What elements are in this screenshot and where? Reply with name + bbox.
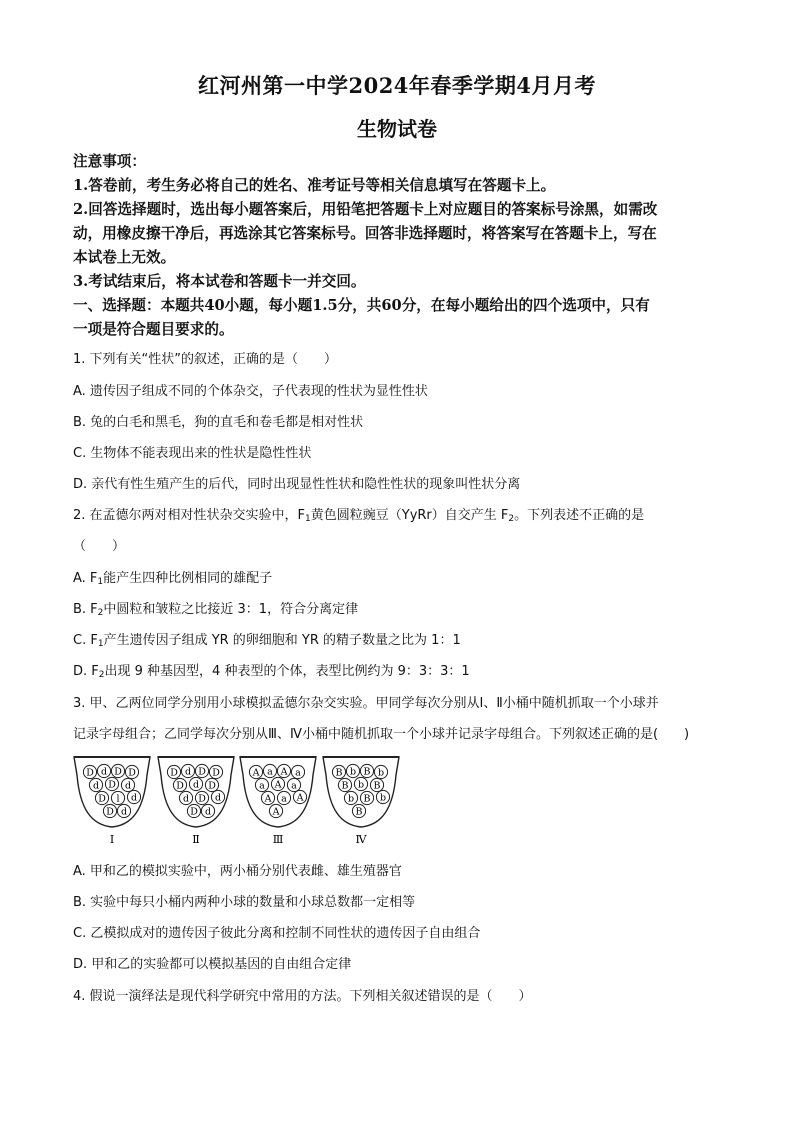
section-heading-line-2: 一项是符合题目要求的。 <box>73 321 234 338</box>
ball-label: A <box>296 792 304 804</box>
ball-label: b <box>357 779 365 791</box>
notice-item-3: 3.考试结束后，将本试卷和答题卡一并交回。 <box>73 273 366 290</box>
ball-label: A <box>264 793 272 805</box>
ball-label: d <box>100 766 108 778</box>
ball-label: D <box>86 767 94 779</box>
q3-option-d: D. 甲和乙的实验都可以模拟基因的自由组合定律 <box>73 957 352 972</box>
ball-label: D <box>170 767 178 779</box>
q2-option-c: C. $F_1$产生遗传因子组成 YR 的卵细胞和 YR 的精子数量之比为 1：1 <box>73 633 461 649</box>
ball-label: B <box>373 780 381 792</box>
q1-option-c: C. 生物体不能表现出来的性状是隐性性状 <box>73 446 312 461</box>
ball-label: D <box>190 806 198 818</box>
ball-label: a <box>291 780 297 792</box>
ball-label: D <box>208 780 216 792</box>
exam-title: 红河州第一中学2024年春季学期4月月考 <box>197 73 597 98</box>
ball-label: d <box>92 780 100 792</box>
ball-label: d <box>124 780 132 792</box>
ball-label: D <box>198 793 206 805</box>
q2-option-a: A. $F_1$能产生四种比例相同的雄配子 <box>73 571 273 587</box>
ball-label: a <box>267 766 273 778</box>
notice-item-2-line-3: 本试卷上无效。 <box>73 249 176 266</box>
ball-label: d <box>204 806 212 818</box>
ball-label: a <box>281 793 287 805</box>
q2-stem-line-2: （ ） <box>73 539 126 554</box>
ball-label: d <box>192 779 200 791</box>
ball-label: b <box>377 767 385 779</box>
q1-option-b: B. 兔的白毛和黑毛，狗的直毛和卷毛都是相对性状 <box>73 415 364 430</box>
ball-label: B <box>363 766 371 778</box>
q3-option-c: C. 乙模拟成对的遗传因子彼此分离和控制不同性状的遗传因子自由组合 <box>73 926 481 941</box>
q2-option-b: B. $F_2$中圆粒和皱粒之比接近 3：1，符合分离定律 <box>73 602 359 618</box>
ball-label: D <box>176 780 184 792</box>
ball-label: A <box>272 806 280 818</box>
notice-item-1: 1.答卷前，考生务必将自己的姓名、准考证号等相关信息填写在答题卡上。 <box>73 177 556 194</box>
q3-stem-line-2: 记录字母组合；乙同学每次分别从Ⅲ、Ⅳ小桶中随机抓取一个小球并记录字母组合。下列叙述正确的是( ) <box>73 727 690 742</box>
notice-heading: 注意事项： <box>73 153 146 170</box>
bucket-label: Ⅰ <box>109 833 115 846</box>
q2-option-d: D. $F_2$出现 9 种基因型，4 种表型的个体，表型比例约为 9：3：3：1 <box>73 664 470 680</box>
bucket-2 <box>158 757 234 846</box>
ball-label: A <box>252 767 260 779</box>
ball-label: A <box>280 766 288 778</box>
exam-subject: 生物试卷 <box>357 117 437 141</box>
ball-label: D <box>198 766 206 778</box>
ball-label: B <box>363 793 371 805</box>
bucket-3 <box>240 757 316 846</box>
bucket-figure-svg <box>70 755 400 850</box>
ball-label: a <box>259 780 265 792</box>
bucket-label: Ⅳ <box>355 833 367 846</box>
bucket-1 <box>74 757 150 846</box>
ball-label: B <box>355 806 363 818</box>
q4-stem: 4. 假说一演绎法是现代科学研究中常用的方法。下列相关叙述错误的是（ ） <box>73 989 532 1004</box>
ball-label: d <box>182 793 190 805</box>
ball-label: b <box>349 766 357 778</box>
notice-item-2-line-2: 动，用橡皮擦干净后，再选涂其它答案标号。回答非选择题时，将答案写在答题卡上，写在 <box>73 225 657 242</box>
q3-option-a: A. 甲和乙的模拟实验中，两小桶分别代表雌、雄生殖器官 <box>73 864 402 879</box>
q3-stem-line-1: 3. 甲、乙两位同学分别用小球模拟孟德尔杂交实验。甲同学每次分别从Ⅰ、Ⅱ小桶中随机抓取一个小球并 <box>73 696 659 711</box>
notice-item-2-line-1: 2.回答选择题时，选出每小题答案后，用铅笔把答题卡上对应题目的答案标号涂黑，如需改 <box>73 201 658 218</box>
ball-label: d <box>130 792 138 804</box>
section-heading-line-1: 一、选择题：本题共40小题，每小题1.5分，共60分，在每小题给出的四个选项中，只有 <box>73 297 650 314</box>
bucket-label: Ⅲ <box>272 833 284 846</box>
ball-label: d <box>214 792 222 804</box>
bucket-label: Ⅱ <box>192 833 200 846</box>
ball-label: a <box>295 767 301 779</box>
ball-label: d <box>120 806 128 818</box>
ball-label: D <box>212 767 220 779</box>
ball-label: b <box>347 793 355 805</box>
ball-label: D <box>106 806 114 818</box>
ball-label: b <box>379 792 387 804</box>
q1-option-d: D. 亲代有性生殖产生的后代，同时出现显性性状和隐性性状的现象叫性状分离 <box>73 477 521 492</box>
q3-option-b: B. 实验中每只小桶内两种小球的数量和小球总数都一定相等 <box>73 895 416 910</box>
q2-stem: 2. 在孟德尔两对相对性状杂交实验中，$F_1$黄色圆粒豌豆（YyRr）自交产生 $F_2$。下列表述不正确的是 <box>73 508 645 524</box>
ball-label: B <box>341 780 349 792</box>
ball-label: D <box>128 767 136 779</box>
ball-label: D <box>108 779 116 791</box>
bucket-4 <box>323 757 399 846</box>
ball-label: d <box>184 766 192 778</box>
q1-stem: 1. 下列有关“性状”的叙述，正确的是（ ） <box>73 352 338 367</box>
ball-label: l <box>116 793 120 805</box>
ball-label: A <box>274 779 282 791</box>
bucket-figure <box>70 755 400 850</box>
ball-label: B <box>335 767 343 779</box>
ball-label: D <box>98 793 106 805</box>
q1-option-a: A. 遗传因子组成不同的个体杂交，子代表现的性状为显性性状 <box>73 384 428 399</box>
ball-label: D <box>114 766 122 778</box>
